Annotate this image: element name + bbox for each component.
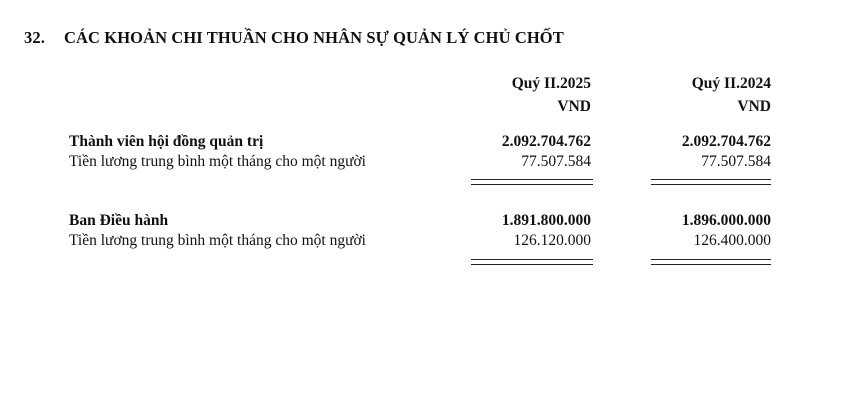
double-underline [471, 179, 593, 185]
double-underline [651, 259, 771, 265]
executive-total-prior: 1.896.000.000 [681, 212, 771, 229]
column-period: Quý II.2025 [511, 75, 591, 92]
column-period: Quý II.2024 [691, 75, 771, 92]
section-title: CÁC KHOẢN CHI THUẦN CHO NHÂN SỰ QUẢN LÝ CHỦ CHỐT [64, 28, 564, 47]
column-header-prior [571, 72, 771, 118]
column-unit: VND [557, 98, 591, 115]
board-total-current: 2.092.704.762 [501, 133, 591, 150]
executive-avg-salary-prior: 126.400.000 [693, 232, 771, 249]
group-title-board: Thành viên hội đồng quản trị [69, 133, 264, 150]
board-avg-salary-prior: 77.507.584 [701, 153, 771, 170]
executive-avg-salary-current: 126.120.000 [513, 232, 591, 249]
column-header-current [391, 72, 591, 118]
column-unit: VND [737, 98, 771, 115]
double-underline [471, 259, 593, 265]
section-heading [24, 28, 564, 48]
group-title-executive: Ban Điều hành [69, 212, 169, 229]
board-avg-salary-current: 77.507.584 [521, 153, 591, 170]
executive-avg-salary-label: Tiền lương trung bình một tháng cho một người [69, 232, 366, 249]
executive-total-current: 1.891.800.000 [501, 212, 591, 229]
double-underline [651, 179, 771, 185]
section-number: 32. [24, 28, 45, 47]
board-avg-salary-label: Tiền lương trung bình một tháng cho một người [69, 153, 366, 170]
board-total-prior: 2.092.704.762 [681, 133, 771, 150]
